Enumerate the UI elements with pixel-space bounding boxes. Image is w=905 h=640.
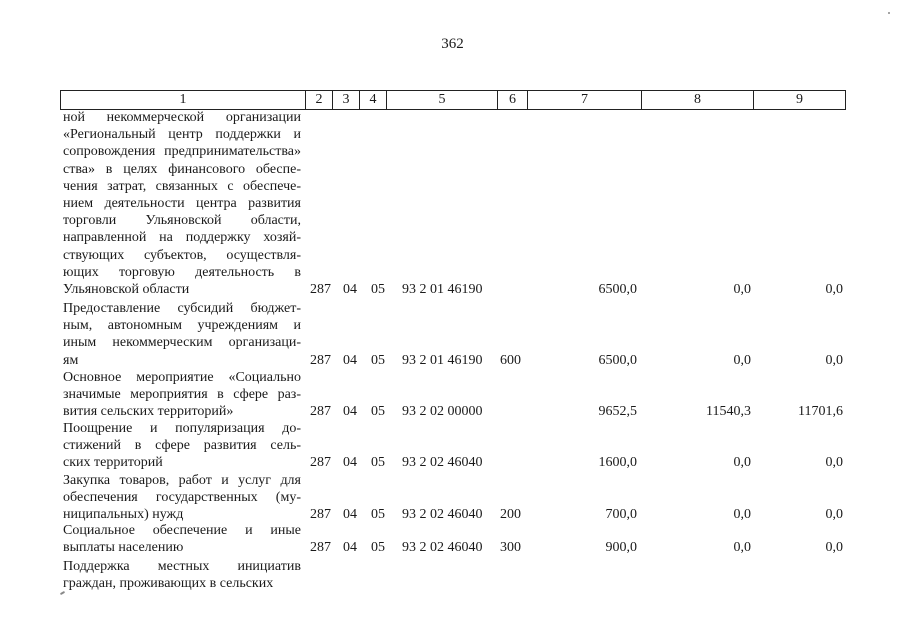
description-line: значимые мероприятия в сфере раз-: [63, 387, 301, 403]
description-line: ствующих субъектов, осуществля-: [63, 247, 301, 263]
row-description: [63, 300, 301, 369]
cell-col4: 05: [371, 507, 385, 523]
cell-col5: 93 2 02 00000: [402, 404, 483, 420]
cell-col8: 0,0: [733, 352, 751, 368]
cell-col3: 04: [343, 540, 357, 556]
column-header: 5: [387, 91, 498, 110]
page-number: 362: [441, 36, 464, 52]
column-header: 8: [642, 91, 754, 110]
cell-col3: 04: [343, 282, 357, 297]
cell-col7: 6500,0: [598, 352, 637, 368]
description-line: сопровождения предпринимательства»: [63, 144, 301, 160]
cell-col2: 287: [310, 507, 331, 523]
row-description: [63, 522, 301, 556]
description-line: «Региональный центр поддержки и: [63, 127, 301, 143]
description-line: ства» в целях финансового обеспе-: [63, 161, 301, 177]
description-line: Закупка товаров, работ и услуг для: [63, 473, 301, 488]
cell-col7: 6500,0: [598, 282, 637, 297]
description-line: Социальное обеспечение и иные: [63, 523, 301, 538]
description-line: чения затрат, связанных с обеспече-: [63, 178, 301, 194]
row-description: [63, 109, 301, 298]
cell-col9: 0,0: [825, 507, 843, 523]
cell-col5: 93 2 02 46040: [402, 507, 483, 523]
description-line: ным, автономным учреждениям и: [63, 318, 301, 334]
description-line: обеспечения государственных (му-: [63, 490, 301, 506]
description-line: Поощрение и популяризация до-: [63, 421, 301, 436]
row-description: [63, 472, 301, 524]
column-header: 7: [528, 91, 642, 110]
cell-col9: 11701,6: [798, 404, 843, 420]
cell-col3: 04: [343, 455, 357, 471]
column-header: 4: [360, 91, 387, 110]
column-header: 6: [498, 91, 528, 110]
cell-col5: 93 2 01 46190: [402, 282, 483, 297]
cell-col4: 05: [371, 540, 385, 556]
column-header: 2: [306, 91, 333, 110]
description-line: ной некоммерческой организации: [63, 110, 301, 125]
cell-col7: 900,0: [605, 540, 637, 556]
cell-col8: 0,0: [733, 540, 751, 556]
cell-col6: 200: [500, 507, 521, 523]
cell-col8: 11540,3: [706, 404, 751, 420]
cell-col4: 05: [371, 455, 385, 471]
description-line: торговли Ульяновской области,: [63, 213, 301, 229]
row-description: [63, 420, 301, 472]
cell-col7: 700,0: [605, 507, 637, 523]
description-line: иным некоммерческим организаци-: [63, 335, 301, 351]
cell-col7: 9652,5: [598, 404, 637, 420]
cell-col9: 0,0: [825, 540, 843, 556]
cell-col8: 0,0: [733, 507, 751, 523]
cell-col2: 287: [310, 455, 331, 471]
description-line: Ульяновской области: [63, 282, 190, 298]
description-line: ющих торговую деятельность в: [63, 264, 301, 280]
cell-col2: 287: [310, 404, 331, 420]
description-line: Предоставление субсидий бюджет-: [63, 301, 301, 316]
cell-col9: 0,0: [825, 455, 843, 471]
scan-artifact: [888, 12, 890, 14]
description-line: стижений в сфере развития сель-: [63, 438, 301, 454]
column-header: 3: [333, 91, 360, 110]
cell-col6: 300: [500, 540, 521, 556]
description-line: Поддержка местных инициатив: [63, 559, 301, 574]
cell-col5: 93 2 01 46190: [402, 352, 483, 368]
cell-col7: 1600,0: [598, 455, 637, 471]
column-header: 1: [61, 91, 306, 110]
cell-col4: 05: [371, 404, 385, 420]
row-description: [63, 369, 301, 421]
description-line: граждан, проживающих в сельских: [63, 576, 274, 592]
cell-col9: 0,0: [825, 282, 843, 297]
description-line: вития сельских территорий»: [63, 404, 234, 420]
description-line: ских территорий: [63, 455, 163, 471]
scan-artifact: [60, 591, 65, 595]
cell-col8: 0,0: [733, 455, 751, 471]
cell-col6: 600: [500, 352, 521, 368]
description-line: ям: [63, 352, 79, 368]
cell-col8: 0,0: [733, 282, 751, 297]
description-line: выплаты населению: [63, 540, 184, 556]
cell-col5: 93 2 02 46040: [402, 455, 483, 471]
cell-col4: 05: [371, 352, 385, 368]
cell-col2: 287: [310, 352, 331, 368]
cell-col4: 05: [371, 282, 385, 297]
cell-col3: 04: [343, 507, 357, 523]
description-line: Основное мероприятие «Социально: [63, 370, 301, 385]
cell-col2: 287: [310, 282, 331, 297]
column-header-table: [60, 90, 846, 110]
description-line: нием деятельности центра развития: [63, 196, 301, 212]
row-description: [63, 558, 301, 592]
cell-col3: 04: [343, 352, 357, 368]
cell-col3: 04: [343, 404, 357, 420]
cell-col2: 287: [310, 540, 331, 556]
cell-col5: 93 2 02 46040: [402, 540, 483, 556]
description-line: ниципальных) нужд: [63, 507, 184, 523]
cell-col9: 0,0: [825, 352, 843, 368]
column-header: 9: [754, 91, 846, 110]
description-line: направленной на поддержку хозяй-: [63, 230, 301, 246]
